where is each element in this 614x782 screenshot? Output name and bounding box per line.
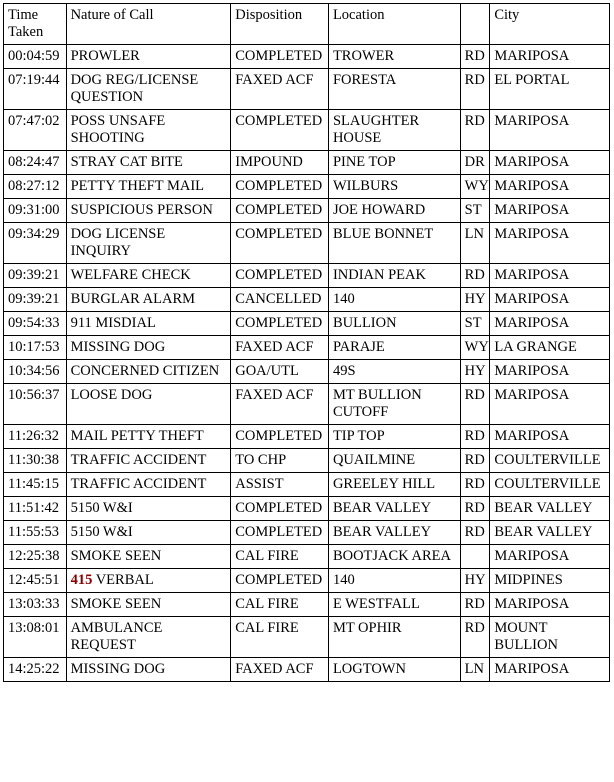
header-row xyxy=(4,4,610,45)
cell-suffix: RD xyxy=(460,69,490,110)
cell-city: MARIPOSA xyxy=(490,658,610,682)
cell-disposition: COMPLETED xyxy=(231,175,329,199)
cell-disposition: COMPLETED xyxy=(231,497,329,521)
cell-nature-of-call: MISSING DOG xyxy=(66,336,231,360)
cell-nature-of-call: CONCERNED CITIZEN xyxy=(66,360,231,384)
cell-city: MARIPOSA xyxy=(490,223,610,264)
cell-location: 49S xyxy=(328,360,460,384)
cell-suffix: RD xyxy=(460,110,490,151)
cell-location: PARAJE xyxy=(328,336,460,360)
cell-time: 13:08:01 xyxy=(4,617,67,658)
cell-location: FORESTA xyxy=(328,69,460,110)
cell-suffix: RD xyxy=(460,425,490,449)
cell-disposition: COMPLETED xyxy=(231,223,329,264)
cell-city: MARIPOSA xyxy=(490,312,610,336)
cell-suffix: ST xyxy=(460,312,490,336)
cell-location: QUAILMINE xyxy=(328,449,460,473)
cell-suffix: RD xyxy=(460,264,490,288)
table-row xyxy=(4,175,610,199)
table-row xyxy=(4,473,610,497)
cell-nature-of-call: SMOKE SEEN xyxy=(66,593,231,617)
cell-city: MARIPOSA xyxy=(490,288,610,312)
cell-location: BEAR VALLEY xyxy=(328,497,460,521)
cell-disposition: COMPLETED xyxy=(231,110,329,151)
cell-city: COULTERVILLE xyxy=(490,449,610,473)
cell-location: LOGTOWN xyxy=(328,658,460,682)
table-row xyxy=(4,593,610,617)
cell-suffix: RD xyxy=(460,617,490,658)
cell-location: WILBURS xyxy=(328,175,460,199)
cell-city: MARIPOSA xyxy=(490,199,610,223)
cell-location: BEAR VALLEY xyxy=(328,521,460,545)
cell-city: MARIPOSA xyxy=(490,425,610,449)
cell-disposition: FAXED ACF xyxy=(231,384,329,425)
call-log-page xyxy=(3,3,610,682)
table-row xyxy=(4,151,610,175)
cell-location: PINE TOP xyxy=(328,151,460,175)
cell-location: BULLION xyxy=(328,312,460,336)
cell-disposition: COMPLETED xyxy=(231,312,329,336)
cell-time: 10:17:53 xyxy=(4,336,67,360)
header-nature-of-call: Nature of Call xyxy=(66,4,231,45)
call-code: 415 xyxy=(70,572,93,588)
table-row xyxy=(4,312,610,336)
cell-disposition: CAL FIRE xyxy=(231,545,329,569)
table-row xyxy=(4,617,610,658)
cell-disposition: CANCELLED xyxy=(231,288,329,312)
cell-time: 11:45:15 xyxy=(4,473,67,497)
cell-disposition: IMPOUND xyxy=(231,151,329,175)
cell-time: 09:39:21 xyxy=(4,288,67,312)
cell-suffix xyxy=(460,545,490,569)
cell-time: 09:34:29 xyxy=(4,223,67,264)
cell-nature-of-call: 5150 W&I xyxy=(66,521,231,545)
cell-suffix: LN xyxy=(460,658,490,682)
cell-disposition: CAL FIRE xyxy=(231,593,329,617)
cell-time: 12:45:51 xyxy=(4,569,67,593)
table-row xyxy=(4,425,610,449)
cell-nature-of-call: PETTY THEFT MAIL xyxy=(66,175,231,199)
cell-time: 11:26:32 xyxy=(4,425,67,449)
cell-disposition: COMPLETED xyxy=(231,521,329,545)
table-row xyxy=(4,497,610,521)
cell-time: 08:24:47 xyxy=(4,151,67,175)
cell-location: SLAUGHTER HOUSE xyxy=(328,110,460,151)
cell-city: MARIPOSA xyxy=(490,264,610,288)
cell-suffix: RD xyxy=(460,593,490,617)
cell-suffix: WY xyxy=(460,175,490,199)
table-row xyxy=(4,336,610,360)
cell-time: 13:03:33 xyxy=(4,593,67,617)
cell-location: BLUE BONNET xyxy=(328,223,460,264)
call-nature-text: VERBAL xyxy=(95,572,154,588)
cell-location: GREELEY HILL xyxy=(328,473,460,497)
cell-city: LA GRANGE xyxy=(490,336,610,360)
call-log-table xyxy=(3,3,610,682)
cell-time: 11:51:42 xyxy=(4,497,67,521)
cell-time: 10:56:37 xyxy=(4,384,67,425)
cell-nature-of-call: 911 MISDIAL xyxy=(66,312,231,336)
header-suffix xyxy=(460,4,490,45)
cell-nature-of-call: DOG LICENSE INQUIRY xyxy=(66,223,231,264)
cell-time: 09:31:00 xyxy=(4,199,67,223)
cell-time: 09:54:33 xyxy=(4,312,67,336)
cell-suffix: RD xyxy=(460,384,490,425)
header-location: Location xyxy=(328,4,460,45)
table-body xyxy=(4,45,610,682)
table-row xyxy=(4,110,610,151)
cell-location: 140 xyxy=(328,569,460,593)
cell-city: COULTERVILLE xyxy=(490,473,610,497)
cell-location: TROWER xyxy=(328,45,460,69)
cell-disposition: CAL FIRE xyxy=(231,617,329,658)
cell-location: E WESTFALL xyxy=(328,593,460,617)
cell-time: 07:19:44 xyxy=(4,69,67,110)
table-row xyxy=(4,45,610,69)
cell-suffix: RD xyxy=(460,521,490,545)
cell-nature-of-call: SUSPICIOUS PERSON xyxy=(66,199,231,223)
cell-time: 11:55:53 xyxy=(4,521,67,545)
cell-disposition: COMPLETED xyxy=(231,569,329,593)
table-row xyxy=(4,521,610,545)
cell-time: 00:04:59 xyxy=(4,45,67,69)
cell-disposition: COMPLETED xyxy=(231,425,329,449)
cell-suffix: ST xyxy=(460,199,490,223)
cell-city: MARIPOSA xyxy=(490,545,610,569)
cell-time: 07:47:02 xyxy=(4,110,67,151)
cell-city: MARIPOSA xyxy=(490,151,610,175)
cell-suffix: HY xyxy=(460,569,490,593)
table-row xyxy=(4,288,610,312)
cell-nature-of-call: AMBULANCE REQUEST xyxy=(66,617,231,658)
cell-time: 09:39:21 xyxy=(4,264,67,288)
cell-time: 11:30:38 xyxy=(4,449,67,473)
cell-city: EL PORTAL xyxy=(490,69,610,110)
cell-location: JOE HOWARD xyxy=(328,199,460,223)
cell-nature-of-call: POSS UNSAFE SHOOTING xyxy=(66,110,231,151)
cell-location: MT BULLION CUTOFF xyxy=(328,384,460,425)
cell-location: TIP TOP xyxy=(328,425,460,449)
cell-city: BEAR VALLEY xyxy=(490,521,610,545)
cell-disposition: FAXED ACF xyxy=(231,336,329,360)
table-row xyxy=(4,264,610,288)
cell-disposition: GOA/UTL xyxy=(231,360,329,384)
cell-time: 10:34:56 xyxy=(4,360,67,384)
table-row xyxy=(4,384,610,425)
cell-disposition: COMPLETED xyxy=(231,264,329,288)
cell-city: MARIPOSA xyxy=(490,384,610,425)
cell-city: BEAR VALLEY xyxy=(490,497,610,521)
cell-nature-of-call: LOOSE DOG xyxy=(66,384,231,425)
header-city: City xyxy=(490,4,610,45)
cell-suffix: DR xyxy=(460,151,490,175)
cell-suffix: RD xyxy=(460,45,490,69)
cell-nature-of-call: WELFARE CHECK xyxy=(66,264,231,288)
table-row xyxy=(4,545,610,569)
cell-nature-of-call: TRAFFIC ACCIDENT xyxy=(66,473,231,497)
cell-nature-of-call: TRAFFIC ACCIDENT xyxy=(66,449,231,473)
cell-city: MARIPOSA xyxy=(490,45,610,69)
cell-nature-of-call: PROWLER xyxy=(66,45,231,69)
cell-nature-of-call xyxy=(66,569,231,593)
cell-suffix: RD xyxy=(460,449,490,473)
cell-nature-of-call: MAIL PETTY THEFT xyxy=(66,425,231,449)
cell-time: 14:25:22 xyxy=(4,658,67,682)
cell-time: 08:27:12 xyxy=(4,175,67,199)
cell-nature-of-call: SMOKE SEEN xyxy=(66,545,231,569)
table-row xyxy=(4,69,610,110)
cell-location: MT OPHIR xyxy=(328,617,460,658)
table-row xyxy=(4,199,610,223)
cell-location: BOOTJACK AREA xyxy=(328,545,460,569)
table-row xyxy=(4,360,610,384)
cell-location: INDIAN PEAK xyxy=(328,264,460,288)
table-row xyxy=(4,223,610,264)
table-row xyxy=(4,658,610,682)
cell-disposition: COMPLETED xyxy=(231,45,329,69)
cell-city: MIDPINES xyxy=(490,569,610,593)
cell-disposition: FAXED ACF xyxy=(231,658,329,682)
cell-suffix: LN xyxy=(460,223,490,264)
table-row xyxy=(4,449,610,473)
cell-disposition: FAXED ACF xyxy=(231,69,329,110)
cell-city: MARIPOSA xyxy=(490,360,610,384)
cell-disposition: ASSIST xyxy=(231,473,329,497)
cell-nature-of-call: MISSING DOG xyxy=(66,658,231,682)
cell-disposition: COMPLETED xyxy=(231,199,329,223)
cell-nature-of-call: 5150 W&I xyxy=(66,497,231,521)
cell-disposition: TO CHP xyxy=(231,449,329,473)
cell-city: MARIPOSA xyxy=(490,593,610,617)
cell-time: 12:25:38 xyxy=(4,545,67,569)
cell-suffix: RD xyxy=(460,497,490,521)
cell-nature-of-call: DOG REG/LICENSE QUESTION xyxy=(66,69,231,110)
cell-suffix: HY xyxy=(460,360,490,384)
header-time-taken: Time Taken xyxy=(4,4,67,45)
cell-nature-of-call: BURGLAR ALARM xyxy=(66,288,231,312)
cell-city: MARIPOSA xyxy=(490,110,610,151)
cell-suffix: HY xyxy=(460,288,490,312)
cell-suffix: WY xyxy=(460,336,490,360)
table-header xyxy=(4,4,610,45)
cell-city: MOUNT BULLION xyxy=(490,617,610,658)
cell-location: 140 xyxy=(328,288,460,312)
header-disposition: Disposition xyxy=(231,4,329,45)
cell-city: MARIPOSA xyxy=(490,175,610,199)
cell-suffix: RD xyxy=(460,473,490,497)
table-row xyxy=(4,569,610,593)
cell-nature-of-call: STRAY CAT BITE xyxy=(66,151,231,175)
